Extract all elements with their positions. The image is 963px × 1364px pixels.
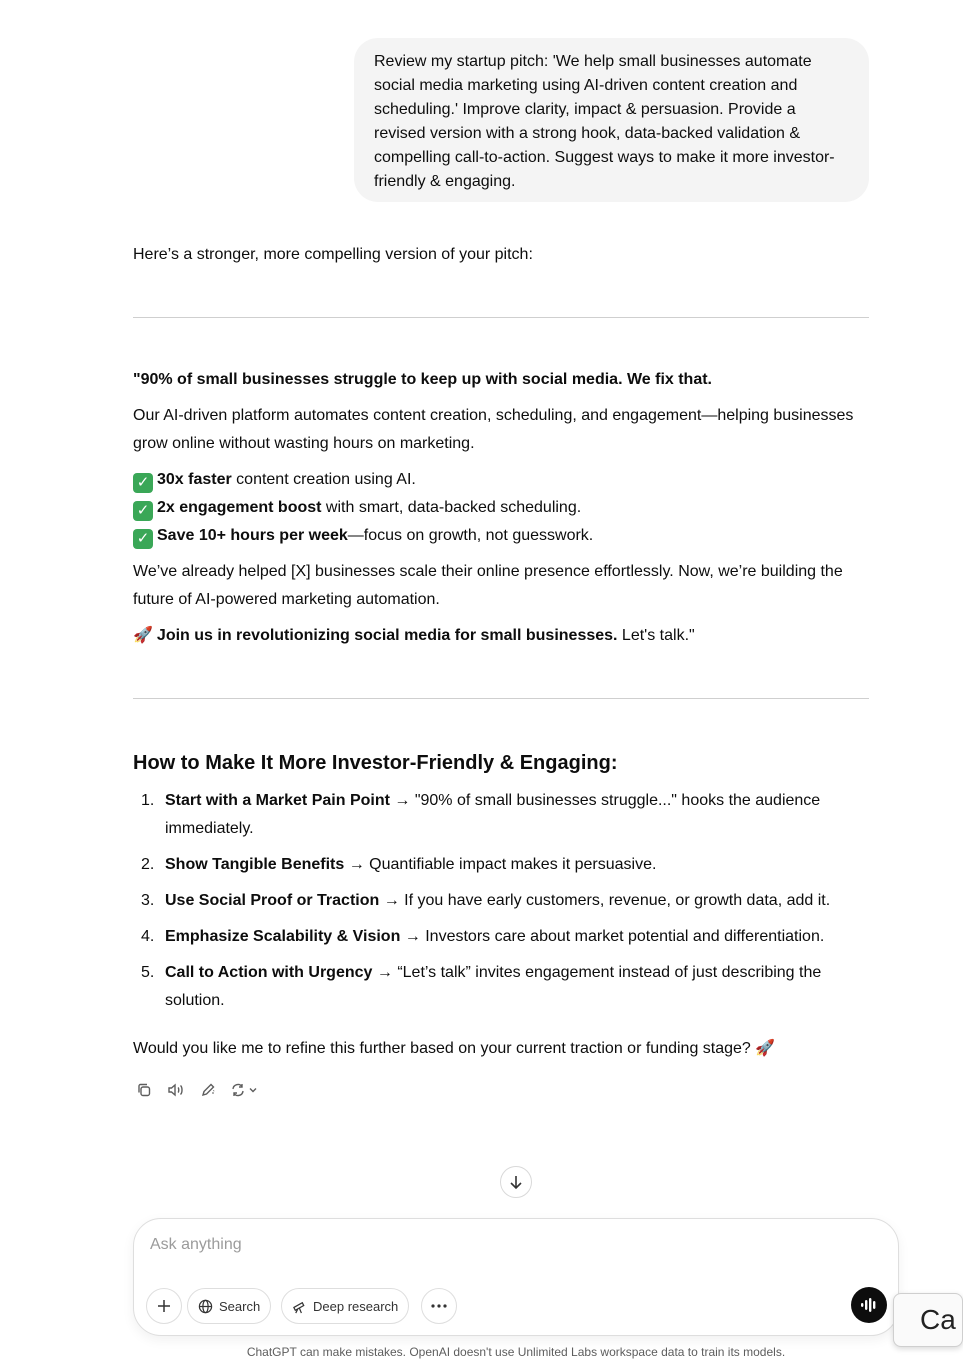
list-item: 4. Emphasize Scalability & Vision → Investors care about market potential and differentiation. bbox=[141, 928, 825, 945]
benefit-item: ✓ 2x engagement boost with smart, data-backed scheduling. bbox=[133, 494, 869, 522]
disclaimer-footer: ChatGPT can make mistakes. OpenAI doesn't use Unlimited Labs workspace data to train its models. bbox=[246, 1345, 786, 1359]
more-options-button[interactable] bbox=[421, 1288, 457, 1324]
floating-overlay[interactable]: Ca bbox=[893, 1293, 963, 1347]
copy-icon[interactable] bbox=[133, 1079, 155, 1101]
voice-waveform-icon bbox=[860, 1297, 878, 1313]
divider bbox=[133, 317, 869, 318]
traction-paragraph: We’ve already helped [X] businesses scale their online presence effortlessly. Now, we’re building the future of AI-powered marketing automation. bbox=[133, 563, 843, 608]
section-heading: How to Make It More Investor-Friendly & Engaging: bbox=[133, 752, 618, 774]
composer bbox=[133, 1218, 899, 1336]
list-item: 3. Use Social Proof or Traction → If you have early customers, revenue, or growth data, add it. bbox=[141, 892, 831, 909]
tips-list bbox=[133, 787, 869, 1023]
check-mark-icon: ✓ bbox=[133, 473, 153, 493]
benefit-item: ✓ Save 10+ hours per week—focus on growth, not guesswork. bbox=[133, 522, 869, 550]
read-aloud-icon[interactable] bbox=[165, 1079, 187, 1101]
prompt-input[interactable] bbox=[150, 1233, 750, 1257]
response-outro: Would you like me to refine this further based on your current traction or funding stage? 🚀 bbox=[133, 1035, 869, 1063]
telescope-icon bbox=[292, 1299, 307, 1314]
check-mark-icon: ✓ bbox=[133, 529, 153, 549]
list-item: 2. Show Tangible Benefits → Quantifiable impact makes it persuasive. bbox=[141, 856, 657, 873]
benefit-item: ✓ 30x faster content creation using AI. bbox=[133, 466, 869, 494]
user-message-bubble bbox=[354, 38, 869, 202]
pitch-cta: 🚀 Join us in revolutionizing social media for small businesses. Let's talk." bbox=[133, 622, 869, 650]
plus-icon bbox=[157, 1299, 171, 1313]
deep-research-button[interactable]: Deep research bbox=[281, 1288, 409, 1324]
check-mark-icon: ✓ bbox=[133, 501, 153, 521]
list-item: 5. Call to Action with Urgency → “Let’s talk” invites engagement instead of just describing the solution. bbox=[141, 964, 822, 1009]
edit-icon[interactable] bbox=[197, 1079, 219, 1101]
rocket-icon: 🚀 bbox=[755, 1040, 776, 1057]
search-button[interactable]: Search bbox=[187, 1288, 271, 1324]
regenerate-icon[interactable] bbox=[229, 1079, 261, 1101]
attach-button[interactable] bbox=[146, 1288, 182, 1324]
benefit-list bbox=[133, 466, 869, 550]
list-item: 1. Start with a Market Pain Point → "90% of small businesses struggle..." hooks the audience immediately. bbox=[141, 792, 821, 837]
response-intro: Here’s a stronger, more compelling version of your pitch: bbox=[133, 246, 533, 263]
voice-mode-button[interactable] bbox=[851, 1287, 887, 1323]
pitch-paragraph: Our AI-driven platform automates content creation, scheduling, and engagement—helping businesses grow online without wasting hours on marketing. bbox=[133, 407, 854, 452]
divider bbox=[133, 698, 869, 699]
message-actions bbox=[133, 1078, 261, 1102]
user-message-text: Review my startup pitch: 'We help small businesses automate social media marketing using AI-driven content creation and scheduling.' Improve clarity, impact & persuasion. Provide a revised version with a strong hook, data-backed validation & compelling call-to-action. Suggest ways to make it more investor-friendly & engaging. bbox=[374, 53, 835, 190]
globe-icon bbox=[198, 1299, 213, 1314]
pitch-hook: "90% of small businesses struggle to keep up with social media. We fix that. bbox=[133, 371, 712, 388]
scroll-down-button[interactable] bbox=[500, 1166, 532, 1198]
arrow-down-icon bbox=[509, 1174, 523, 1190]
ellipsis-icon bbox=[431, 1304, 447, 1308]
rocket-icon: 🚀 bbox=[133, 627, 153, 644]
